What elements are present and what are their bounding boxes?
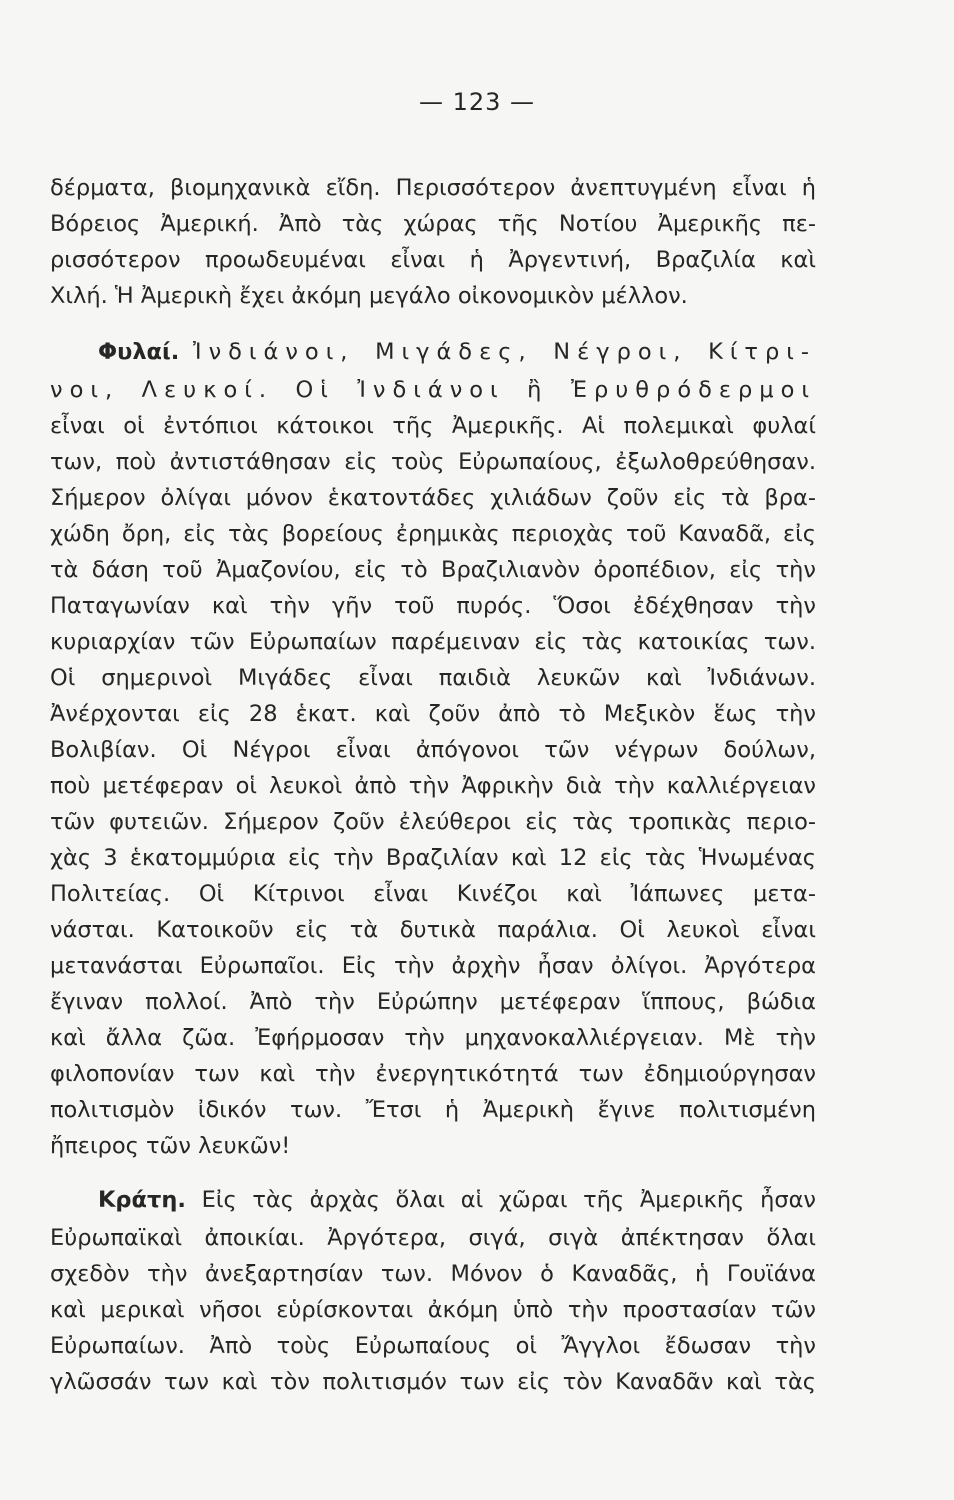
section-heading-fylai: Φυλαί.	[98, 339, 180, 365]
text-line: Εὐρωπαϊκαὶ ἀποικίαι. Ἀργότερα, σιγά, σιγὰ ἀπέκτησαν ὅλαι	[50, 1225, 816, 1251]
text-line: εἶναι οἱ ἐντόπιοι κάτοικοι τῆς Ἀμερικῆς. Αἱ πολεμικαὶ φυλαί	[50, 413, 816, 439]
text-line: νοι, Λευκοί. Οἱ Ἰνδιάνοι ἢ Ἐρυθρόδερμοι	[50, 377, 816, 403]
text-line: των, ποὺ ἀντιστάθησαν εἰς τοὺς Εὐρωπαίους, ἐξωλοθρεύθησαν.	[50, 449, 816, 475]
text-line: φιλοπονίαν των καὶ τὴν ἐνεργητικότητά των ἐδημιούργησαν	[50, 1061, 816, 1087]
text-line: ἤπειρος τῶν λευκῶν!	[50, 1133, 291, 1159]
text-line: Σήμερον ὀλίγαι μόνον ἑκατοντάδες χιλιάδων ζοῦν εἰς τὰ βρα-	[50, 485, 816, 511]
text-line: δέρματα, βιομηχανικὰ εἴδη. Περισσότερον ἀνεπτυγμένη εἶναι ἡ	[50, 175, 816, 201]
section-heading-rest: Εἰς τὰς ἀρχὰς ὅλαι αἱ χῶραι τῆς Ἀμερικῆς ἦσαν	[201, 1187, 816, 1213]
text-line: χώδη ὄρη, εἰς τὰς βορείους ἐρημικὰς περιοχὰς τοῦ Καναδᾶ, εἰς	[50, 521, 816, 547]
text-line: ρισσότερον προωδευμέναι εἶναι ἡ Ἀργεντινή, Βραζιλία καὶ	[50, 247, 816, 273]
text-line: Βολιβίαν. Οἱ Νέγροι εἶναι ἀπόγονοι τῶν νέγρων δούλων,	[50, 737, 816, 763]
section-heading-krati: Κράτη.	[98, 1187, 186, 1213]
section-heading-line	[98, 334, 816, 370]
text-line: μετανάσται Εὐρωπαῖοι. Εἰς τὴν ἀρχὴν ἦσαν ὀλίγοι. Ἀργότερα	[50, 953, 816, 979]
section-heading-line	[98, 1182, 816, 1218]
text-line: τὰ δάση τοῦ Ἀμαζονίου, εἰς τὸ Βραζιλιανὸν ὀροπέδιον, εἰς τὴν	[50, 557, 816, 583]
page-number: — 123 —	[418, 88, 536, 116]
text-line: Πολιτείας. Οἱ Κίτρινοι εἶναι Κινέζοι καὶ Ἰάπωνες μετα-	[50, 881, 816, 907]
text-line: Βόρειος Ἀμερική. Ἀπὸ τὰς χώρας τῆς Νοτίου Ἀμερικῆς πε-	[50, 211, 816, 237]
text-line: πολιτισμὸν ἰδικόν των. Ἔτσι ἡ Ἀμερικὴ ἔγινε πολιτισμένη	[50, 1097, 816, 1123]
section-heading-rest: Ἰνδιάνοι, Μιγάδες, Νέγροι, Κίτρι-	[193, 339, 816, 365]
text-line: νάσται. Κατοικοῦν εἰς τὰ δυτικὰ παράλια. Οἱ λευκοὶ εἶναι	[50, 917, 816, 943]
text-line: καὶ μερικαὶ νῆσοι εὑρίσκονται ἀκόμη ὑπὸ τὴν προστασίαν τῶν	[50, 1297, 816, 1323]
text-line: Παταγωνίαν καὶ τὴν γῆν τοῦ πυρός. Ὅσοι ἐδέχθησαν τὴν	[50, 593, 816, 619]
text-line: Εὐρωπαίων. Ἀπὸ τοὺς Εὐρωπαίους οἱ Ἄγγλοι ἔδωσαν τὴν	[50, 1333, 816, 1359]
text-line: Ἀνέρχονται εἰς 28 ἑκατ. καὶ ζοῦν ἀπὸ τὸ Μεξικὸν ἕως τὴν	[50, 701, 816, 727]
text-line: χὰς 3 ἑκατομμύρια εἰς τὴν Βραζιλίαν καὶ 12 εἰς τὰς Ἡνωμένας	[50, 845, 816, 871]
text-line: κυριαρχίαν τῶν Εὐρωπαίων παρέμειναν εἰς τὰς κατοικίας των.	[50, 629, 816, 655]
text-line: Χιλή. Ἡ Ἀμερικὴ ἔχει ἀκόμη μεγάλο οἰκονομικὸν μέλλον.	[50, 283, 688, 309]
text-line: σχεδὸν τὴν ἀνεξαρτησίαν των. Μόνον ὁ Καναδᾶς, ἡ Γουϊάνα	[50, 1261, 816, 1287]
text-line: καὶ ἄλλα ζῶα. Ἐφήρμοσαν τὴν μηχανοκαλλιέργειαν. Μὲ τὴν	[50, 1025, 816, 1051]
text-line: ἔγιναν πολλοί. Ἀπὸ τὴν Εὐρώπην μετέφεραν ἵππους, βώδια	[50, 989, 816, 1015]
text-line: ποὺ μετέφεραν οἱ λευκοὶ ἀπὸ τὴν Ἀφρικὴν διὰ τὴν καλλιέργειαν	[50, 773, 816, 799]
text-line: Οἱ σημερινοὶ Μιγάδες εἶναι παιδιὰ λευκῶν καὶ Ἰνδιάνων.	[50, 665, 816, 691]
text-line: γλῶσσάν των καὶ τὸν πολιτισμόν των εἰς τὸν Καναδᾶν καὶ τὰς	[50, 1369, 816, 1395]
text-line: τῶν φυτειῶν. Σήμερον ζοῦν ἐλεύθεροι εἰς τὰς τροπικὰς περιο-	[50, 809, 816, 835]
